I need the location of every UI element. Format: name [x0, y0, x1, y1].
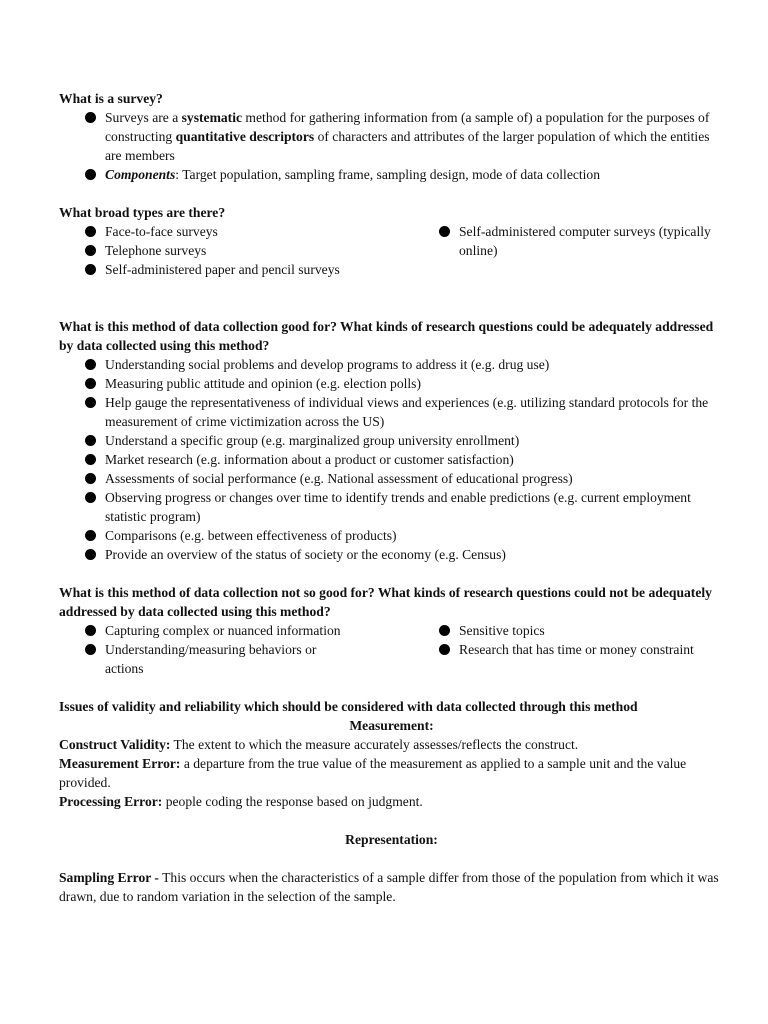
components-text: : Target population, sampling frame, sampling design, mode of data collection [175, 167, 601, 182]
list-item: Self-administered computer surveys (typically online) [459, 222, 724, 260]
not-good-for-right-list [413, 621, 724, 659]
section-good-for [59, 317, 724, 564]
list-item: Research that has time or money constraint [459, 640, 724, 659]
good-for-list [59, 355, 724, 564]
entry-measurement-error [59, 754, 724, 792]
text-span: Surveys are a [105, 110, 182, 125]
section-what-is-survey [59, 89, 724, 184]
not-good-for-left-column [59, 621, 413, 678]
list-item: Understanding social problems and develop programs to address it (e.g. drug use) [105, 355, 724, 374]
list-item: Measuring public attitude and opinion (e.g. election polls) [105, 374, 724, 393]
section-broad-types [59, 203, 724, 279]
list-item-components [105, 165, 724, 184]
section-not-good-for [59, 583, 724, 678]
heading-good-for: What is this method of data collection good for? What kinds of research questions could be adequately addressed by data collected using this method? [59, 319, 714, 353]
definition-text: people coding the response based on judgment. [162, 794, 423, 809]
entry-sampling-error [59, 868, 724, 906]
heading-what-is-survey: What is a survey? [59, 91, 163, 106]
text-span: of characters and attributes of the larger population of which the entities are members [105, 129, 710, 163]
document-page [59, 89, 724, 906]
list-item: Telephone surveys [105, 241, 413, 260]
bold-term-systematic: systematic [181, 110, 243, 125]
section-validity-reliability [59, 697, 724, 906]
not-good-for-right-column [413, 621, 724, 678]
not-good-for-left-list [59, 621, 345, 678]
text-span: method for gathering information from (a sample of) a population for the purposes of constructing [105, 110, 710, 144]
heading-not-good-for: What is this method of data collection not so good for? What kinds of research questions could not be adequately addressed by data collected using this method? [59, 585, 712, 619]
subheading-representation: Representation: [345, 832, 438, 847]
term-sampling-error: Sampling Error - [59, 870, 159, 885]
bold-term-quantitative-descriptors: quantitative descriptors [175, 129, 315, 144]
components-label: Components [105, 167, 176, 182]
list-item: Understanding/measuring behaviors or actions [105, 640, 345, 678]
list-item: Market research (e.g. information about a product or customer satisfaction) [105, 450, 724, 469]
list-item: Observing progress or changes over time to identify trends and enable predictions (e.g. current employment statistic program) [105, 488, 724, 526]
list-item: Sensitive topics [459, 621, 724, 640]
subheading-measurement: Measurement: [349, 718, 434, 733]
heading-validity-reliability: Issues of validity and reliability which should be considered with data collected through this method [59, 699, 638, 714]
definition-text: The extent to which the measure accurately assesses/reflects the construct. [170, 737, 579, 752]
broad-types-left-list [59, 222, 413, 279]
not-good-for-columns [59, 621, 724, 678]
term-measurement-error: Measurement Error: [59, 756, 181, 771]
list-item: Capturing complex or nuanced information [105, 621, 345, 640]
broad-types-right-column [413, 222, 724, 279]
term-construct-validity: Construct Validity: [59, 737, 171, 752]
entry-processing-error [59, 792, 724, 811]
term-processing-error: Processing Error: [59, 794, 163, 809]
definition-text: a departure from the true value of the measurement as applied to a sample unit and the value provided. [59, 756, 687, 790]
list-item: Self-administered paper and pencil surveys [105, 260, 413, 279]
survey-definition-list [59, 108, 724, 184]
list-item: Assessments of social performance (e.g. National assessment of educational progress) [105, 469, 724, 488]
list-item: Help gauge the representativeness of individual views and experiences (e.g. utilizing standard protocols for the measurement of crime victimization across the US) [105, 393, 724, 431]
broad-types-columns [59, 222, 724, 279]
list-item: Provide an overview of the status of society or the economy (e.g. Census) [105, 545, 724, 564]
heading-broad-types: What broad types are there? [59, 205, 226, 220]
list-item-definition [105, 108, 724, 165]
entry-construct-validity [59, 735, 724, 754]
broad-types-left-column [59, 222, 413, 279]
broad-types-right-list [413, 222, 724, 260]
definition-text: This occurs when the characteristics of a sample differ from those of the population from which it was drawn, due to random variation in the selection of the sample. [59, 870, 719, 904]
list-item: Face-to-face surveys [105, 222, 413, 241]
list-item: Understand a specific group (e.g. marginalized group university enrollment) [105, 431, 724, 450]
list-item: Comparisons (e.g. between effectiveness of products) [105, 526, 724, 545]
